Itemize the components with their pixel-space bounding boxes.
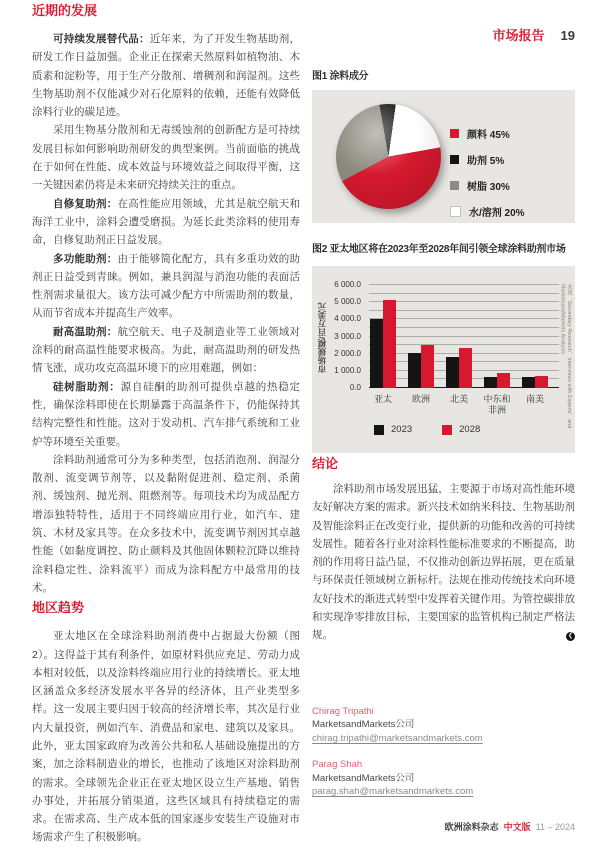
right-column [312, 0, 575, 812]
legend-swatch [450, 206, 461, 217]
bar-2028 [459, 348, 472, 388]
paragraph-lead: 多功能助剂： [53, 252, 118, 265]
authors-block [312, 705, 575, 799]
author-company: MarketsandMarkets公司 [312, 772, 415, 784]
figure2-source-note: 来源：Secondary Research，Interviews with Experts，and MarketsandMarkets Analysis [559, 284, 572, 429]
section-body [32, 30, 300, 597]
paragraph: 硅树脂助剂：源自硅酮的助剂可提供卓越的热稳定性，确保涂料即使在长期暴露于高温条件下，仍能保持其结构完整性和性能。这对于发动机、汽车排气系统和工业炉等环境至关重要。 [32, 380, 301, 448]
edition-label: 中文版 [503, 822, 531, 832]
bar-group [484, 373, 510, 388]
x-axis-category-label: 中东和非洲 [483, 394, 511, 415]
legend-label: 2028 [459, 424, 481, 435]
author-email-link[interactable]: parag.shah@marketsandmarkets.com [312, 786, 474, 798]
y-axis-tick-label: 1 000.0 [334, 365, 361, 375]
bar-chart-legend [374, 424, 480, 435]
bar-group [522, 376, 548, 388]
bar-2023 [370, 319, 383, 388]
figure2-caption: 图2 亚太地区将在2023年至2028年间引领全球涂料助剂市场 [312, 244, 566, 255]
figure2-y-ticks [312, 280, 365, 392]
figure1-caption: 图1 涂料成分 [312, 71, 369, 82]
paragraph: 多功能助剂：由于能够简化配方，具有多重功效的助剂正日益受到青睐。例如，兼具润湿与消泡功能的表面活性剂需求量很大。该方法可减少配方中所需助剂的数量，从而节省成本并提高生产效率。 [32, 252, 300, 320]
legend-label: 颜料 45% [467, 130, 510, 141]
x-axis-category-label: 南美 [525, 394, 544, 404]
end-of-article-icon: ❮ [567, 632, 574, 639]
author-name: Chirag Tripathi [312, 705, 374, 717]
section-title-regional-trends: 地区趋势 [32, 600, 85, 616]
y-axis-tick-label: 3 000.0 [334, 331, 361, 341]
y-axis-tick-label: 4 000.0 [334, 314, 361, 324]
paragraph-lead: 自修复助剂： [53, 197, 118, 210]
x-axis-category-label: 亚太 [373, 394, 392, 404]
bar-group [446, 348, 472, 388]
x-axis-category-label: 欧洲 [411, 394, 430, 404]
x-axis-category-label: 北美 [449, 394, 468, 404]
legend-swatch [450, 155, 459, 164]
bar-group [408, 345, 434, 388]
section-title-recent-developments: 近期的发展 [32, 3, 98, 18]
bar-2023 [522, 377, 535, 388]
pie-legend [450, 126, 525, 230]
section-body [32, 627, 300, 847]
bar-2028 [497, 373, 510, 388]
figure2-y-axis-title: 市场规模/百万美元 [317, 302, 327, 374]
bar-2028 [421, 345, 434, 388]
paragraph: 涂料助剂市场发展迅猛，主要源于市场对高性能环境友好解决方案的需求。新兴技术如纳米科技、生物基助剂及智能涂料正在改变行业，提供新的功能和改善的可持续发展性。随着各行业对涂料性能标准要求的不断提高，助剂的作用将日益凸显，不仅推动创新边界拓展，更在质量与环保责任领域树立新标杆。法规在推动传统技术向环境友好技术的渐进式转型中发挥着关键作用。为管控碳排放和实现净零排放目标，主要国家的监管机构已制定严格法规。 [312, 483, 575, 642]
y-axis-tick-label: 0.0 [349, 383, 361, 392]
author-email-link[interactable]: chirag.tripathi@marketsandmarkets.com [312, 732, 483, 744]
bar-group [370, 300, 396, 388]
bar-2028 [535, 376, 548, 388]
bar-chart-plot [369, 285, 559, 388]
legend-item [374, 424, 412, 435]
bar-2023 [408, 353, 421, 388]
legend-label: 树脂 30% [467, 182, 510, 193]
section-rubric: 市场报告 [492, 28, 545, 43]
y-axis-tick-label: 6 000.0 [334, 280, 361, 289]
paragraph-lead: 硅树脂助剂： [53, 380, 121, 393]
legend-item [450, 178, 525, 193]
legend-swatch [442, 425, 452, 435]
pie-chart [336, 104, 441, 209]
author [312, 705, 575, 746]
paragraph: 采用生物基分散剂和无毒缓蚀剂的创新配方是可持续发展目标如何影响助剂研发的典型案例。当前面临的挑战在于如何在性能、成本效益与环境效益之间取得平衡，这一关键因素仍将是未来研究持续关注的重点。 [32, 124, 300, 192]
y-axis-tick-label: 2 000.0 [334, 348, 361, 358]
paragraph: 耐高温助剂：航空航天、电子及制造业等工业领域对涂料的耐高温性能要求极高。为此，耐高温助剂的研发热情飞涨，成功攻克高温环境下的应用难题，例如： [32, 325, 300, 375]
y-axis-tick-label: 5 000.0 [334, 297, 361, 307]
paragraph-lead: 耐高温助剂： [53, 325, 118, 338]
paragraph: 自修复助剂：在高性能应用领域，尤其是航空航天和海洋工业中，涂料会遭受磨损。为延长此类涂料的使用寿命，自修复助剂正日益发展。 [32, 197, 300, 247]
paragraph: 涂料助剂通常可分为多种类型，包括消泡剂、润湿分散剂、流变调节剂等，以及黏附促进剂、稳定剂、杀菌剂、缓蚀剂、抛光剂、阻燃剂等。每项技术均为成品配方增添独特特性，适用于不同终端应用行业，如汽车、建筑、木材及家具等。在众多技术中，流变调节剂因其卓越性能（如黏度调控、防止颜料及其他固体颗粒沉降以维持涂料稳定性、涂料流平）而成为涂料配方中最常用的技术。 [32, 453, 300, 594]
figure1-panel [312, 90, 575, 223]
legend-swatch [374, 425, 384, 435]
legend-item [450, 204, 525, 219]
legend-item [450, 126, 525, 141]
figure2-x-labels [369, 394, 559, 415]
left-column [32, 0, 300, 847]
issue-number: 11 – 2024 [535, 822, 575, 832]
legend-label: 水/溶剂 20% [469, 208, 525, 219]
bar-chart-bars [369, 285, 559, 388]
magazine-title: 欧洲涂料杂志 [444, 822, 499, 832]
paragraph-lead: 可持续发展替代品： [53, 33, 150, 45]
author [312, 758, 575, 799]
legend-swatch [450, 181, 459, 190]
paragraph: 亚太地区在全球涂料助剂消费中占据最大份额（图2）。这得益于其有利条件，如原材料供应充足、劳动力成本相对较低，以及涂料终端应用行业的持续增长。亚太地区涵盖众多经济发展水平各异的经济体，且产业类型多样。这一发展主要归因于较高的经济增长率，其次是行业内大量投资，例如汽车、消费品和家电、建筑以及家具。此外，亚太国家政府为改善公共和私人基础设施提出的方案，加之涂料制造业的增长，也推动了该地区对涂料助剂的需求。全球领先企业正在亚太地区设立生产基地、销售办事处，并拓展分销渠道，这些区域具有持续稳定的需求。在需求高、生产成本低的国家逐步安装生产设施对市场需求产生了积极影响。 [32, 630, 300, 844]
paragraph: 可持续发展替代品：近年来，为了开发生物基助剂，研发工作日益加强。企业正在探索天然原料如植物油、木质素和淀粉等，用于生产分散剂、增稠剂和润湿剂。这些生物基助剂不仅能减少对石化原料的依赖，还能有效降低涂料行业的碳足迹。 [32, 33, 300, 119]
legend-item [450, 152, 525, 167]
section-title-conclusion: 结论 [312, 456, 339, 471]
legend-swatch [450, 129, 459, 138]
author-name: Parag Shah [312, 759, 363, 771]
legend-label: 2023 [391, 424, 413, 435]
legend-label: 助剂 5% [467, 156, 505, 167]
bar-2028 [383, 300, 396, 388]
page-footer [445, 820, 575, 833]
conclusion-body [312, 480, 575, 645]
bar-2023 [446, 357, 459, 388]
figure2-panel [312, 266, 575, 453]
legend-item [442, 424, 480, 435]
page-number: 19 [560, 28, 575, 43]
author-company: MarketsandMarkets公司 [312, 719, 415, 731]
bar-2023 [484, 377, 497, 388]
